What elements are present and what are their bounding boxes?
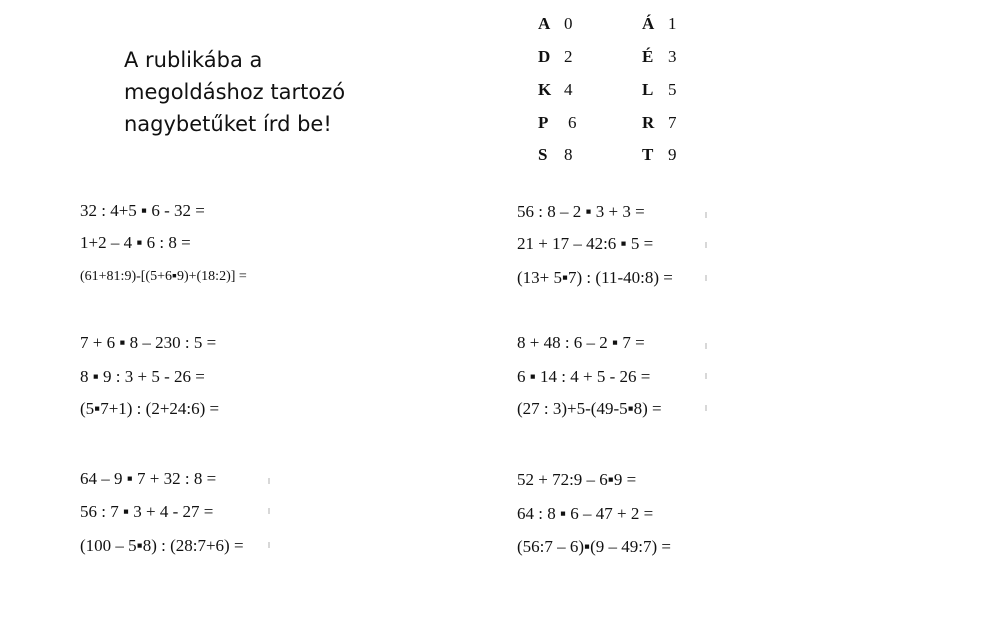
answer-box-mark (268, 508, 270, 514)
legend-letter: R (642, 113, 655, 132)
answer-box-mark (268, 542, 270, 548)
equation: 52 + 72:9 – 6▪9 = (517, 470, 637, 489)
answer-box-mark (705, 373, 707, 379)
legend-letter: É (642, 47, 654, 66)
answer-box-mark (705, 343, 707, 349)
equation: 8 + 48 : 6 – 2 ▪ 7 = (517, 333, 645, 352)
legend-letter: D (538, 47, 551, 66)
answer-box-mark (705, 275, 707, 281)
equation: (13+ 5▪7) : (11-40:8) = (517, 268, 673, 287)
legend-letter: S (538, 145, 548, 164)
letter-number-legend (0, 0, 1000, 180)
legend-value: 8 (564, 145, 573, 164)
equation: 8 ▪ 9 : 3 + 5 - 26 = (80, 367, 205, 386)
equation: (100 – 5▪8) : (28:7+6) = (80, 536, 244, 555)
equation: 64 – 9 ▪ 7 + 32 : 8 = (80, 469, 217, 488)
legend-letter: T (642, 145, 654, 164)
legend-letter: A (538, 14, 551, 33)
legend-value: 9 (668, 145, 677, 164)
equation: 32 : 4+5 ▪ 6 - 32 = (80, 201, 205, 220)
legend-value: 6 (568, 113, 577, 132)
instruction-line: nagybetűket írd be! (124, 112, 332, 136)
legend-value: 2 (564, 47, 573, 66)
answer-box-mark (705, 212, 707, 218)
legend-letter: Á (642, 14, 655, 33)
answer-box-mark (705, 242, 707, 248)
equation: (56:7 – 6)▪(9 – 49:7) = (517, 537, 671, 556)
legend-value: 5 (668, 80, 677, 99)
instruction-line: A rublikába a (124, 48, 263, 72)
equation: 64 : 8 ▪ 6 – 47 + 2 = (517, 504, 654, 523)
legend-letter: L (642, 80, 654, 99)
equation: 56 : 7 ▪ 3 + 4 - 27 = (80, 502, 214, 521)
equation: (5▪7+1) : (2+24:6) = (80, 399, 220, 418)
legend-value: 1 (668, 14, 677, 33)
equation: 21 + 17 – 42:6 ▪ 5 = (517, 234, 654, 253)
equation: (27 : 3)+5-(49-5▪8) = (517, 399, 662, 418)
answer-box-mark (268, 478, 270, 484)
equation: 7 + 6 ▪ 8 – 230 : 5 = (80, 333, 217, 352)
legend-value: 4 (564, 80, 573, 99)
equation: 1+2 – 4 ▪ 6 : 8 = (80, 233, 191, 252)
legend-letter: P (538, 113, 549, 132)
equation: 6 ▪ 14 : 4 + 5 - 26 = (517, 367, 651, 386)
equation: (61+81:9)-[(5+6▪9)+(18:2)] = (80, 269, 247, 284)
legend-value: 7 (668, 113, 677, 132)
instruction-line: megoldáshoz tartozó (124, 80, 346, 104)
legend-value: 0 (564, 14, 573, 33)
legend-letter: K (538, 80, 552, 99)
answer-box-mark (705, 405, 707, 411)
legend-value: 3 (668, 47, 677, 66)
equation: 56 : 8 – 2 ▪ 3 + 3 = (517, 202, 645, 221)
